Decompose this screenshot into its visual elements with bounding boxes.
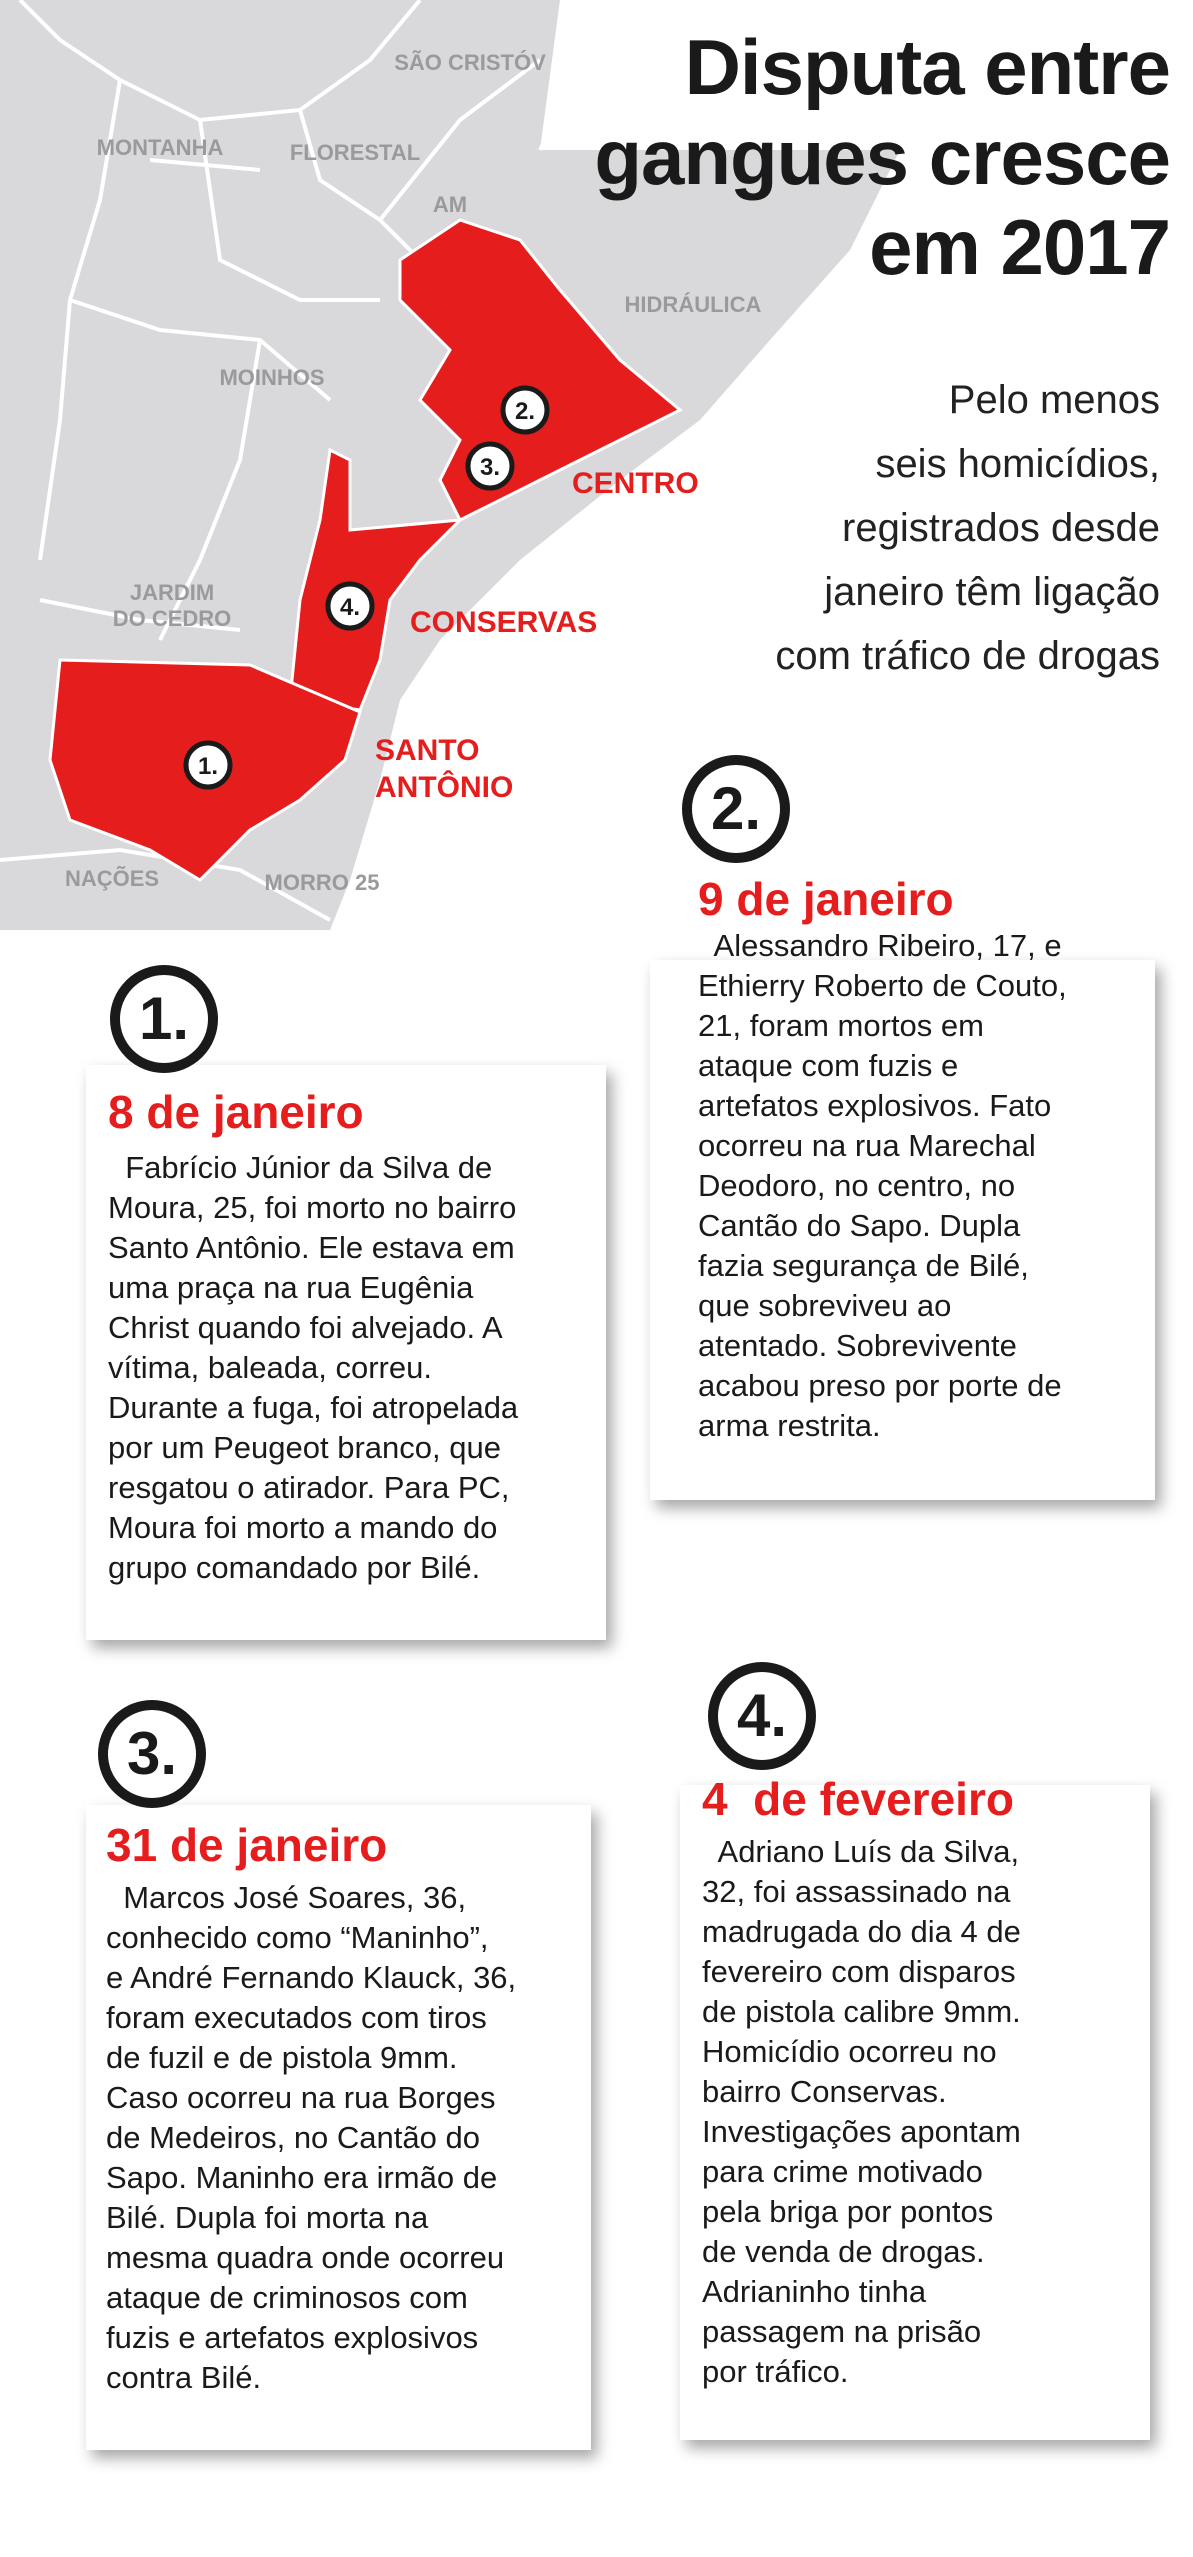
case-3-line: Marcos José Soares, 36, — [106, 1880, 467, 1915]
case-1-line: vítima, baleada, correu. — [108, 1350, 432, 1385]
case-4-line: por tráfico. — [702, 2354, 849, 2389]
case-3-line: ataque de criminosos com — [106, 2280, 468, 2315]
map-marker-1 — [186, 743, 230, 787]
case-2-line: ataque com fuzis e — [698, 1048, 959, 1083]
case-number-badge-4: 4. — [708, 1662, 816, 1770]
subtitle-line-5: com tráfico de drogas — [775, 634, 1160, 678]
case-1-line: Fabrício Júnior da Silva de — [108, 1150, 493, 1185]
case-2-line: Cantão do Sapo. Dupla — [698, 1208, 1021, 1243]
case-3-line: de Medeiros, no Cantão do — [106, 2120, 480, 2155]
svg-text:4.: 4. — [339, 594, 361, 621]
map-marker-4 — [328, 584, 372, 628]
case-number-badge-2: 2. — [682, 755, 790, 863]
label-santo-line1: SANTO — [375, 734, 480, 767]
case-4-line: Investigações apontam — [702, 2114, 1021, 2149]
case-3-line: conhecido como “Maninho”, — [106, 1920, 489, 1955]
case-date-3: 31 de janeiro — [106, 1819, 388, 1871]
case-2-line: ocorreu na rua Marechal — [698, 1128, 1036, 1163]
case-2-line: atentado. Sobrevivente — [698, 1328, 1017, 1363]
case-1-line: uma praça na rua Eugênia — [108, 1270, 474, 1305]
case-2-line: acabou preso por porte de — [698, 1368, 1062, 1403]
label-morro25: MORRO 25 — [264, 870, 380, 895]
label-jardim-line2: DO CEDRO — [112, 606, 232, 631]
case-4-line: Adrianinho tinha — [702, 2274, 927, 2309]
svg-text:3.: 3. — [479, 454, 501, 481]
case-2-line: Deodoro, no centro, no — [698, 1168, 1016, 1203]
case-4-line: de venda de drogas. — [702, 2234, 985, 2269]
svg-text:1.: 1. — [197, 753, 219, 780]
case-number-badge-3: 3. — [98, 1700, 206, 1808]
case-text-3 — [106, 1878, 516, 2398]
case-3-line: contra Bilé. — [106, 2360, 262, 2395]
case-4-line: bairro Conservas. — [702, 2074, 947, 2109]
case-3-line: Bilé. Dupla foi morta na — [106, 2200, 429, 2235]
case-1-line: resgatou o atirador. Para PC, — [108, 1470, 510, 1505]
map-marker-2 — [503, 388, 547, 432]
title-line-3: em 2017 — [869, 203, 1170, 291]
case-1-line: Moura, 25, foi morto no bairro — [108, 1190, 517, 1225]
subtitle-line-2: seis homicídios, — [875, 442, 1160, 486]
label-am: AM — [432, 192, 468, 217]
case-4-line: 32, foi assassinado na — [702, 1874, 1011, 1909]
case-1-line: Santo Antônio. Ele estava em — [108, 1230, 515, 1265]
case-text-2 — [698, 926, 1067, 1446]
case-4-line: madrugada do dia 4 de — [702, 1914, 1021, 1949]
case-4-line: para crime motivado — [702, 2154, 983, 2189]
subtitle-line-4: janeiro têm ligação — [824, 570, 1160, 614]
case-4-line: pela briga por pontos — [702, 2194, 994, 2229]
case-text-1 — [108, 1148, 518, 1588]
case-4-line: fevereiro com disparos — [702, 1954, 1016, 1989]
case-3-line: e André Fernando Klauck, 36, — [106, 1960, 517, 1995]
case-2-line: fazia segurança de Bilé, — [698, 1248, 1029, 1283]
case-3-line: mesma quadra onde ocorreu — [106, 2240, 505, 2275]
case-4-line: Adriano Luís da Silva, — [702, 1834, 1020, 1869]
case-3-line: foram executados com tiros — [106, 2000, 487, 2035]
map-marker-3 — [468, 444, 512, 488]
case-2-line: Alessandro Ribeiro, 17, e — [698, 928, 1062, 963]
case-2-line: artefatos explosivos. Fato — [698, 1088, 1052, 1123]
title-line-1: Disputa entre — [684, 23, 1170, 111]
subtitle — [660, 368, 1160, 688]
case-3-line: fuzis e artefatos explosivos — [106, 2320, 479, 2355]
case-number-badge-1: 1. — [110, 965, 218, 1073]
label-centro: CENTRO — [572, 467, 699, 500]
label-conservas: CONSERVAS — [410, 606, 598, 639]
case-date-4: 4 de fevereiro — [702, 1773, 1014, 1825]
case-1-line: Christ quando foi alvejado. A — [108, 1310, 503, 1345]
case-2-line: que sobreviveu ao — [698, 1288, 952, 1323]
case-date-2: 9 de janeiro — [698, 873, 954, 925]
case-4-line: Homicídio ocorreu no — [702, 2034, 997, 2069]
case-4-line: de pistola calibre 9mm. — [702, 1994, 1021, 2029]
title-line-2: gangues cresce — [594, 113, 1170, 201]
case-2-line: Ethierry Roberto de Couto, — [698, 968, 1067, 1003]
case-2-line: 21, foram mortos em — [698, 1008, 984, 1043]
case-4-line: passagem na prisão — [702, 2314, 982, 2349]
case-1-line: Durante a fuga, foi atropelada — [108, 1390, 519, 1425]
subtitle-line-1: Pelo menos — [948, 378, 1160, 422]
case-3-line: Sapo. Maninho era irmão de — [106, 2160, 498, 2195]
label-montanha: MONTANHA — [96, 135, 224, 160]
case-1-line: grupo comandado por Bilé. — [108, 1550, 481, 1585]
subtitle-line-3: registrados desde — [842, 506, 1160, 550]
label-hidraulica: HIDRÁULICA — [624, 292, 762, 317]
case-1-line: por um Peugeot branco, que — [108, 1430, 501, 1465]
case-3-line: Caso ocorreu na rua Borges — [106, 2080, 496, 2115]
case-text-4 — [702, 1832, 1021, 2392]
page-title — [400, 22, 1170, 292]
label-florestal: FLORESTAL — [289, 140, 421, 165]
label-nacoes: NAÇÕES — [64, 866, 160, 891]
label-santo-line2: ANTÔNIO — [375, 771, 514, 804]
case-date-1: 8 de janeiro — [108, 1086, 364, 1138]
label-moinhos: MOINHOS — [219, 365, 325, 390]
label-jardim-line1: JARDIM — [129, 580, 215, 605]
svg-text:2.: 2. — [514, 398, 536, 425]
case-3-line: de fuzil e de pistola 9mm. — [106, 2040, 458, 2075]
case-2-line: arma restrita. — [698, 1408, 881, 1443]
case-1-line: Moura foi morto a mando do — [108, 1510, 498, 1545]
label-sao-cristovao: SÃO CRISTÓV — [394, 50, 546, 75]
